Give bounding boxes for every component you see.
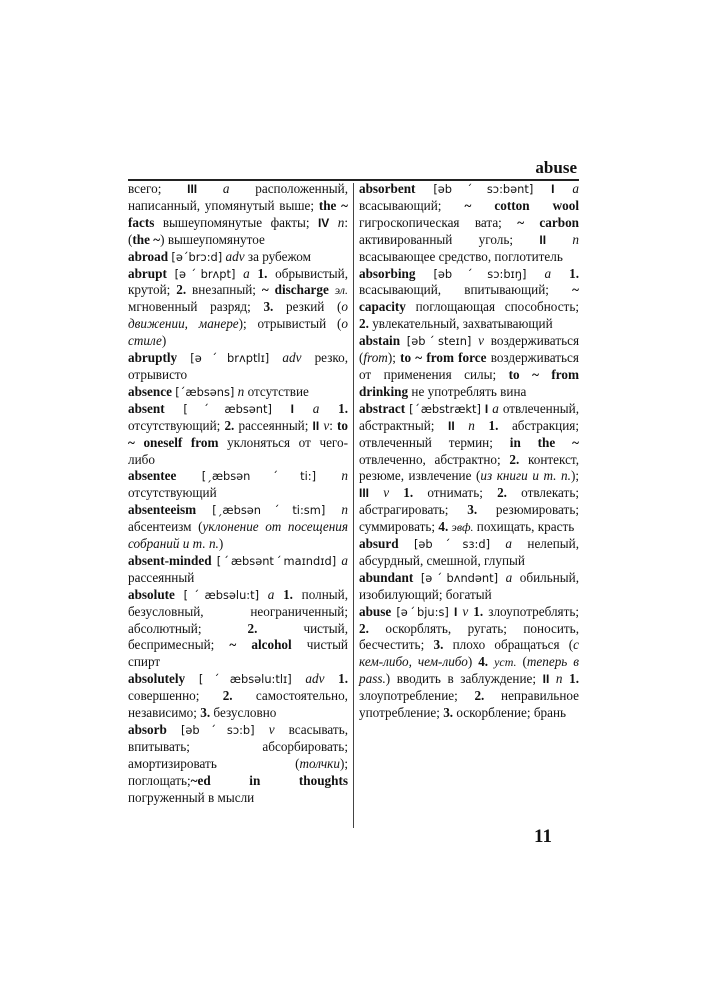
- definition-text: отсутствующий;: [128, 417, 225, 433]
- definition-text: [526, 266, 544, 281]
- definition-text: ); отрывистый (: [238, 316, 342, 332]
- sense-number: 1.: [569, 671, 580, 687]
- sense-number: 4.: [438, 519, 449, 535]
- sense-number: 2.: [497, 485, 507, 501]
- definition-text: : (: [128, 214, 349, 247]
- part-of-speech: n: [468, 417, 475, 433]
- headword: abruptly: [128, 350, 178, 366]
- definition-text: ): [467, 654, 479, 670]
- headword: absence: [128, 383, 172, 399]
- homonym-number: III: [359, 486, 370, 501]
- definition-text: (: [516, 654, 527, 670]
- part-of-speech: adv: [225, 248, 245, 264]
- headword: abstain: [359, 333, 401, 349]
- sense-number: 3.: [263, 299, 274, 315]
- homonym-number: II: [448, 418, 455, 433]
- usage-label: уст.: [494, 655, 517, 670]
- homonym-number: III: [187, 182, 198, 196]
- definition-text: контекст, резюме, извлечение (: [359, 451, 579, 484]
- definition-text: [551, 266, 569, 281]
- transcription: [ˊæbstrækt]: [409, 401, 481, 416]
- part-of-speech: adv: [282, 350, 302, 366]
- headword: absorb: [128, 722, 167, 737]
- definition-text: оскорбление; брань: [453, 705, 567, 721]
- definition-text: [165, 401, 184, 416]
- page-number: 11: [534, 826, 552, 847]
- dictionary-entry: [128, 350, 348, 384]
- definition-text: ): [161, 333, 167, 349]
- left-column: [128, 181, 348, 807]
- transcription: [əˊbrɔ:d]: [171, 249, 223, 264]
- sense-number: 2.: [176, 282, 187, 298]
- sense-number: 4.: [478, 654, 489, 670]
- definition-text: погруженный в мысли: [128, 789, 255, 805]
- definition-text: [167, 266, 175, 281]
- part-of-speech: n: [337, 214, 345, 230]
- definition-text: вышеупомянутые факты;: [154, 214, 318, 230]
- definition-text: [533, 181, 551, 196]
- part-of-speech: a: [492, 400, 499, 416]
- part-of-speech: n: [237, 383, 245, 399]
- part-of-speech: v: [323, 417, 330, 433]
- definition-text: отвлекать; абстрагировать;: [359, 485, 579, 518]
- phrase: ~ed in thoughts: [190, 772, 348, 788]
- dictionary-entry: [128, 722, 348, 807]
- definition-text: [415, 181, 433, 196]
- definition-text: [269, 350, 282, 365]
- definition-text: всего;: [128, 181, 188, 196]
- definition-text: [255, 722, 269, 737]
- definition-text: [177, 350, 190, 365]
- part-of-speech: a: [243, 265, 250, 281]
- phrase: ~ capacity: [359, 282, 579, 315]
- definition-text: [197, 181, 223, 196]
- right-column: [359, 181, 579, 722]
- definition-text: [316, 468, 341, 483]
- dictionary-entry: [128, 502, 348, 553]
- definition-text: [369, 485, 383, 500]
- definition-text: самостоятельно, независимо;: [128, 688, 348, 721]
- dictionary-entry: [128, 401, 348, 469]
- definition-text: поглощающая способность;: [405, 299, 579, 315]
- dictionary-entry: [359, 570, 579, 604]
- sense-number: 1.: [257, 265, 268, 281]
- definition-text: внезапный;: [186, 282, 262, 298]
- headword: absorbent: [359, 181, 416, 196]
- definition-text: [196, 502, 212, 517]
- dictionary-entry: [128, 468, 348, 502]
- part-of-speech: n: [572, 231, 580, 247]
- definition-text: гигроскопическая вата;: [359, 214, 518, 230]
- transcription: [əbˊsteɪn]: [406, 334, 472, 349]
- dictionary-entry: [128, 553, 348, 587]
- definition-text: отвлеченный, абстрактный;: [359, 400, 579, 433]
- definition-text: ) вводить в заблуждение;: [385, 671, 543, 687]
- definition-text: резкий (: [273, 299, 342, 315]
- definition-text: [498, 570, 506, 585]
- headword: absolute: [128, 586, 175, 602]
- headword: abrupt: [128, 265, 167, 281]
- definition-text: [167, 722, 181, 737]
- sense-number: 1.: [338, 671, 349, 687]
- part-of-speech: a: [312, 400, 320, 416]
- sense-number: 1.: [569, 265, 580, 281]
- phrase: the ~ facts: [128, 197, 349, 230]
- transcription: [ˊæbsəns]: [175, 384, 235, 399]
- definition-text: отвлеченно, абстрактно;: [359, 451, 510, 467]
- definition-text: уклоняться от чего-либо: [128, 434, 348, 467]
- homonym-number: IV: [317, 215, 330, 230]
- usage-label: эвф.: [451, 520, 474, 535]
- sense-number: 1.: [338, 400, 348, 416]
- transcription: [ˏæbsənˊti:sm]: [212, 503, 326, 518]
- part-of-speech: n: [341, 502, 348, 518]
- part-of-speech: adv: [305, 671, 325, 687]
- phrase: ~ cotton wool: [464, 197, 579, 213]
- part-of-speech: v: [268, 722, 275, 737]
- definition-text: рассеянный: [128, 569, 195, 585]
- headword: abroad: [128, 248, 169, 264]
- sense-number: 2.: [474, 688, 485, 704]
- definition-text: нелепый, абсурдный, смешной, глупый: [359, 536, 580, 568]
- definition-text: обильный, изобилующий; богатый: [359, 569, 580, 602]
- definition-text: [415, 266, 433, 281]
- definition-text: расположенный, написанный, упомянутый выше;: [128, 181, 349, 213]
- definition-text: [455, 418, 469, 433]
- dictionary-entry: [359, 401, 579, 536]
- homonym-number: I: [551, 182, 555, 196]
- definition-text: полный, безусловный, неограниченный; абсолютный;: [128, 586, 348, 636]
- part-of-speech: n: [555, 671, 563, 687]
- phrase: to ~ from force: [400, 350, 487, 366]
- headword: absolutely: [128, 671, 186, 687]
- definition-text: [324, 671, 338, 686]
- definition-text: ); поглощать;: [128, 755, 348, 788]
- definition-text: воздерживаться от применения силы;: [359, 350, 579, 382]
- definition-text: [292, 671, 306, 686]
- transcription: [əbˊsɔ:bɪŋ]: [433, 266, 527, 281]
- definition-text: [389, 485, 403, 500]
- phrase: ~ alcohol: [229, 637, 292, 653]
- definition-text: резко, отрывисто: [128, 350, 349, 382]
- definition-text: злоупотреблять;: [483, 603, 580, 619]
- sense-number: 3.: [443, 705, 454, 721]
- definition-text: ): [218, 536, 224, 552]
- transcription: [ˊæbsəntˊmaɪndɪd]: [216, 553, 337, 568]
- definition-text: [259, 587, 268, 602]
- definition-text: всасывающий;: [359, 197, 465, 213]
- transcription: [ˊæbsənt]: [183, 401, 272, 416]
- dictionary-entry: [128, 671, 348, 722]
- part-of-speech: v: [478, 333, 484, 349]
- definition-text: абсентеизм (: [128, 519, 203, 535]
- definition-text: [546, 232, 572, 247]
- definition-text: [413, 570, 421, 585]
- phrase: the ~: [132, 231, 161, 247]
- transcription: [əˊbrʌpt]: [174, 266, 236, 281]
- dictionary-entry: [128, 181, 348, 249]
- definition-text: [555, 181, 573, 196]
- dictionary-entry: [359, 333, 579, 401]
- definition-text: );: [570, 468, 579, 484]
- definition-text: [235, 266, 243, 281]
- homonym-number: II: [542, 672, 550, 687]
- phrase: to ~ from drinking: [359, 366, 579, 399]
- homonym-number: I: [453, 604, 458, 619]
- definition-text: всасывать, впитывать; абсорбировать; амортизировать (: [128, 722, 349, 771]
- definition-text: [175, 587, 184, 602]
- definition-text: [185, 671, 199, 686]
- definition-text: [329, 215, 337, 230]
- definition-text: оскорблять, ругать; поносить, бесчестить;: [359, 620, 579, 653]
- part-of-speech: v: [383, 485, 390, 501]
- phrase: ~ discharge: [261, 282, 329, 298]
- headword: absenteeism: [128, 502, 197, 518]
- definition-text: увлекательный, захватывающий: [368, 316, 553, 332]
- dictionary-entry: [128, 266, 348, 351]
- homonym-number: I: [484, 401, 489, 416]
- comment: толчки: [299, 755, 340, 771]
- part-of-speech: a: [572, 181, 579, 196]
- comment: теперь в pass.: [359, 654, 579, 687]
- definition-text: резюмировать; суммировать;: [359, 502, 579, 535]
- phrase: in the ~: [509, 434, 579, 450]
- sense-number: 2.: [222, 688, 233, 704]
- dictionary-entry: [359, 604, 579, 722]
- definition-text: [176, 468, 201, 483]
- homonym-number: II: [312, 418, 320, 433]
- definition-text: [400, 333, 407, 348]
- comment: from: [363, 350, 388, 366]
- homonym-number: I: [290, 401, 295, 416]
- transcription: [ˊæbsəlu:tlɪ]: [198, 672, 292, 687]
- transcription: [ˊæbsəlu:t]: [183, 587, 260, 602]
- headword: abstract: [359, 400, 406, 416]
- definition-text: обрывистый, крутой;: [128, 265, 349, 298]
- definition-text: мгновенный разряд;: [128, 299, 264, 315]
- definition-text: отнимать;: [413, 485, 498, 501]
- definition-text: безусловно: [210, 705, 277, 721]
- comment: с кем-либо, чем-либо: [359, 637, 579, 670]
- definition-text: совершенно;: [128, 688, 223, 704]
- part-of-speech: a: [267, 586, 275, 602]
- definition-text: [319, 401, 338, 416]
- definition-text: не употреблять вина: [408, 383, 527, 399]
- dictionary-entry: [128, 587, 348, 672]
- headword: absent-minded: [128, 552, 212, 568]
- definition-text: отсутствие: [244, 383, 309, 399]
- definition-text: похищать, красть: [473, 519, 575, 535]
- part-of-speech: a: [341, 552, 348, 568]
- definition-text: плохо обращаться (: [443, 637, 574, 653]
- dictionary-entry: [359, 536, 579, 570]
- definition-text: [549, 671, 556, 686]
- transcription: [ˏæbsənˊti:]: [201, 469, 317, 484]
- definition-text: чистый спирт: [128, 637, 348, 670]
- phrase: to ~ oneself from: [128, 417, 349, 450]
- definition-text: [274, 587, 283, 602]
- sense-number: 1.: [488, 417, 499, 433]
- sense-number: 1.: [473, 603, 484, 619]
- sense-number: 2.: [224, 417, 235, 433]
- transcription: [əbˊsɜ:d]: [413, 537, 491, 552]
- comment: о стиле: [128, 316, 348, 349]
- definition-text: отсутствующий: [128, 485, 217, 501]
- definition-text: ) вышеупомянутое: [160, 231, 265, 247]
- sense-number: 2.: [359, 316, 369, 332]
- part-of-speech: n: [341, 468, 348, 484]
- definition-text: рассеянный;: [234, 417, 313, 433]
- definition-text: :: [329, 417, 338, 433]
- definition-text: [250, 266, 258, 281]
- definition-text: неправильное употребление;: [359, 688, 579, 721]
- part-of-speech: a: [505, 536, 513, 552]
- definition-text: активированный уголь;: [359, 231, 540, 247]
- part-of-speech: v: [462, 603, 469, 619]
- phrase: ~ carbon: [517, 214, 579, 230]
- comment: из книги и т. п.: [480, 468, 571, 484]
- transcription: [əbˊsɔ:bənt]: [433, 182, 534, 196]
- definition-text: [294, 401, 313, 416]
- definition-text: воздерживаться (: [359, 333, 580, 366]
- sense-number: 1.: [403, 485, 414, 501]
- sense-number: 2.: [509, 451, 520, 467]
- dictionary-entry: [128, 384, 348, 401]
- dictionary-entry: [359, 181, 579, 266]
- sense-number: 3.: [433, 637, 444, 653]
- sense-number: 2.: [359, 620, 369, 636]
- part-of-speech: a: [222, 181, 230, 196]
- transcription: [əˊbju:s]: [396, 604, 449, 619]
- column-divider: [353, 183, 354, 828]
- headword: absent: [128, 400, 165, 416]
- definition-text: всасывающий, впитывающий;: [359, 282, 573, 298]
- part-of-speech: a: [505, 569, 513, 585]
- transcription: [əˊbʌndənt]: [420, 570, 499, 585]
- homonym-number: II: [539, 232, 547, 247]
- definition-text: [399, 536, 414, 551]
- definition-text: чистый, беспримесный;: [128, 620, 348, 653]
- definition-text: всасывающее средство, поглотитель: [359, 248, 563, 264]
- headword: absentee: [128, 468, 177, 484]
- definition-text: абстракция; отвлеченный термин;: [359, 417, 579, 450]
- definition-text: [490, 536, 505, 551]
- definition-text: );: [387, 350, 401, 366]
- definition-text: [325, 502, 341, 517]
- sense-number: 3.: [200, 705, 211, 721]
- transcription: [əbˊsɔ:b]: [180, 723, 255, 737]
- comment: уклонение от посещения собраний и т. п.: [128, 519, 349, 552]
- headword: absorbing: [359, 265, 416, 281]
- usage-label: эл.: [334, 283, 349, 298]
- headword: abundant: [359, 569, 414, 585]
- dictionary-entry: [359, 266, 579, 334]
- part-of-speech: a: [544, 265, 552, 281]
- running-head: abuse: [535, 158, 577, 177]
- sense-number: 3.: [467, 502, 478, 518]
- definition-text: [475, 418, 489, 433]
- headword: abuse: [359, 603, 392, 619]
- definition-text: злоупотребление;: [359, 688, 475, 704]
- dictionary-entry: [128, 249, 348, 266]
- definition-text: за рубежом: [244, 248, 311, 264]
- sense-number: 2.: [247, 620, 258, 636]
- definition-text: [272, 401, 291, 416]
- headword: absurd: [359, 536, 399, 552]
- transcription: [əˊbrʌptlɪ]: [190, 351, 270, 366]
- sense-number: 1.: [283, 586, 293, 602]
- comment: о движении, манере: [128, 299, 348, 332]
